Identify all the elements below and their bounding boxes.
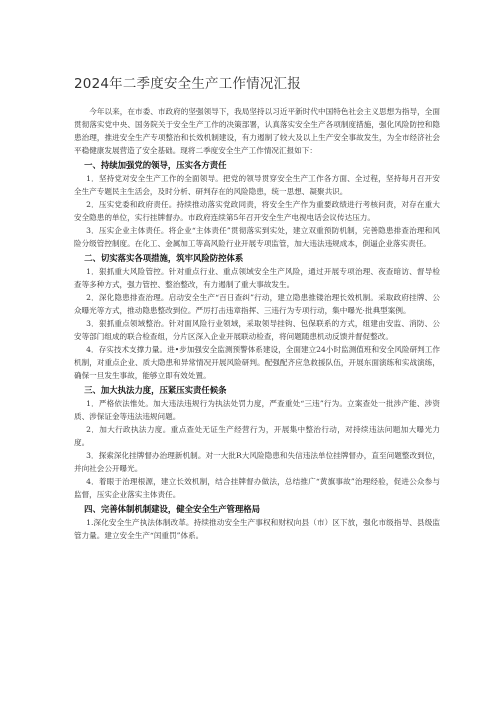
section-heading: 一、持续加强党的领导，压实各方责任 — [84, 160, 227, 170]
section-item: 2．深化隐患排查治理。启动安全生产“百日查纠”行动，建立隐患推镂治理长效机制。采取政府挂牌、公众曝光等方式，推动隐患整改到位。严厉打击违章指挥、三违行为专项行动，集中曝光·批典型案例。 — [74, 293, 440, 315]
section-heading: 四、完善体制机制建设，健全安全生产管理格局 — [84, 504, 260, 514]
section-item: 1．狠抓重大风险管控。针对重点行业、重点领域安全生产风险，通过开展专项治理、夜查暗访、督导检查等多种方式，强力管控、整治整改，有力遏制了重大事故发生。 — [74, 267, 440, 289]
section-item: 1．坚持党对安全生产工作的全面领导。把党的领导贯穿安全生产工作各方面、全过程，坚持每月召开安全生产专题民主生活会，及时分析、研判存在的风险隐患，统一思想、凝聚共识。 — [74, 174, 440, 196]
document-title: 2024年二季度安全生产工作情况汇报 — [74, 76, 301, 92]
section-item: 2．压实党委和政府责任。持续推动落实党政同责，将安全生产作为重要政绩进行考核问责，对存在重大安全隐患的单位，实行挂牌督办。市政府连续第5年召开安全生产电视电话会议传达压力。 — [74, 200, 440, 222]
section-item: 3．探索深化挂牌督办治理新机制。对一大批R大风险隐患和失信违法单位挂牌督办，直至问题整改到位，并向社会公开曝光。 — [74, 451, 440, 473]
section-item: 2．加大行政执法力度。重点查处无证生产经营行为，开展集中整治行动，对持续违法问题加大曝光力度。 — [74, 425, 440, 447]
section-item: 3．压实企业主体责任。将企业“主体责任”贯彻落实到实处，建立双重预防机制，完善隐患排查治理和风险分级管控制度。在化工、金属加工等高风险行业开展专项监管，加大违法违规成本，倒逼企业落实责任。 — [74, 226, 440, 248]
section-heading: 二、切实落实各项措施，筑牢风险防控体系 — [84, 253, 244, 263]
section-heading: 三、加大执法力度，压紧压实责任候条 — [84, 385, 227, 395]
section-item: 4．着眼于治理根源，建立长效机制，结合挂牌督办做法，总结推广“黄旗事故”治理经验，促进公众参与监督，压实企业落实主体责任。 — [74, 477, 440, 499]
section-item: 1.深化安全生产执法体制改革。持续推动安全生产事权和财权向县（市）区下放，强化市级指导、县级监管力量。建立安全生产“闰重罚”体系。 — [74, 518, 440, 540]
section-item: 4．存实技术支撑力量。进•步加强安全监测预警体系建设，全面建立24小时监测值班和安全风险研判工作机制，对重点企业、质大隐患和异常情况开展风险研判。配强配齐应急救援队伍，开展东面演练和实战演练，确保一旦发生事故，能够立即有效处置。 — [74, 345, 440, 380]
intro-paragraph: 今年以来，在市委、市政府的坚强领导下，我局坚持以习近平新时代中国特色社会主义思想为指导，全面贯彻落实党中央、国务院关于安全生产工作的决策部署，认真落实安全生产各项制度措施，强化风险防控和隐患治理，推进安全生产专项整治和长效机制建设，有力遏制了较大及以上生产安全事故发生，为全市经济社会平稳健康发展营造了安全基础。现将二季度安全生产工作情况汇报如下： — [74, 107, 440, 155]
section-item: 3．狠抓重点领域整治。针对面风险行业领域，采取领导挂钩、包保联系的方式，组建由安监、消防、公安等部门组成的联合检查组，分片区深入企业开展联动检查，将问题随患机动反馈并督促整改。 — [74, 319, 440, 341]
section-item: 1．严格依法惟处。加大违法违规行为执法处罚力度，严查重处“三违”行为。立案查处一批涉产能、涉资质、涉保证金等违法违规问题。 — [74, 399, 440, 421]
